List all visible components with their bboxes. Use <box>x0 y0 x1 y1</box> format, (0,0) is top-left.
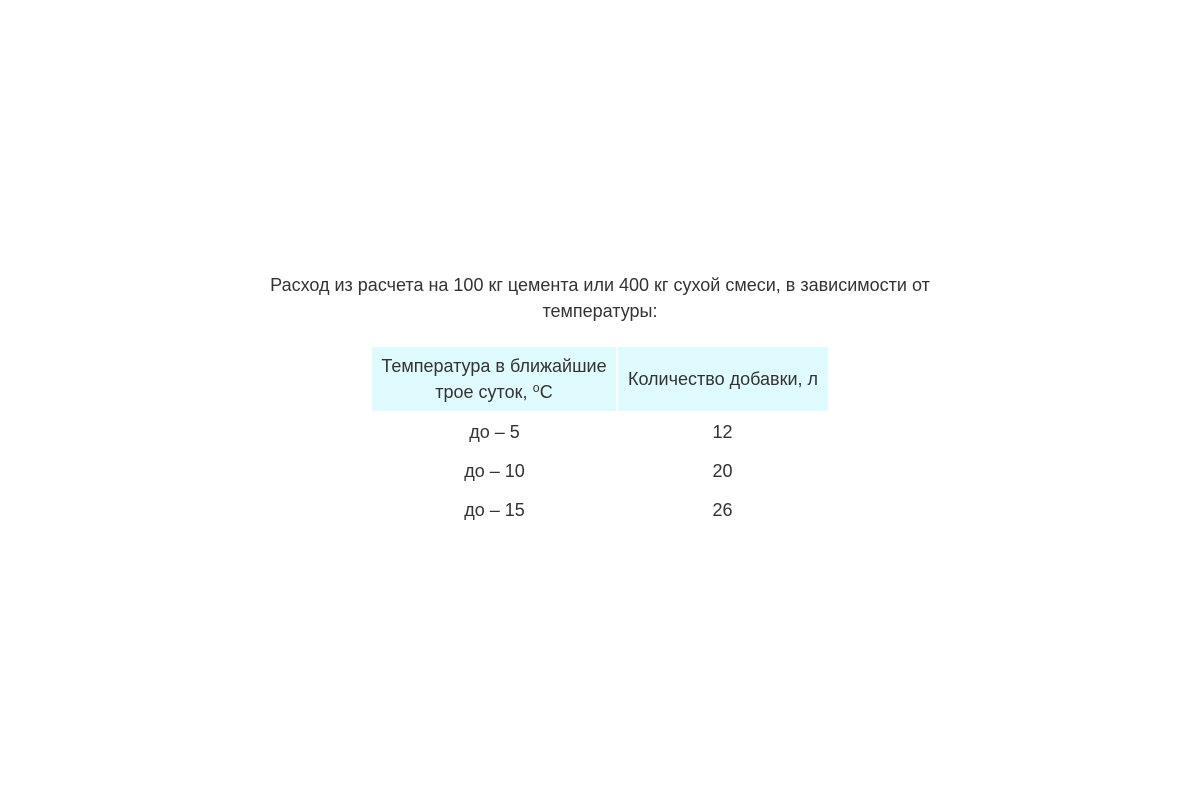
dosage-table <box>372 347 828 530</box>
cell-temperature: до – 10 <box>464 461 525 481</box>
header-temperature: Температура в ближайшие трое суток, ⁰С <box>372 347 617 411</box>
intro-paragraph: Расход из расчета на 100 кг цемента или 400 кг сухой смеси, в зависимости от температуры: <box>270 275 930 321</box>
header-quantity: Количество добавки, л <box>617 347 828 411</box>
table-row <box>372 491 828 530</box>
cell-quantity: 12 <box>712 422 733 442</box>
cell-temperature: до – 5 <box>469 422 520 442</box>
table-row <box>372 411 828 452</box>
cell-quantity: 20 <box>712 461 733 481</box>
table-header-row <box>372 347 828 411</box>
table-row <box>372 452 828 491</box>
cell-temperature: до – 15 <box>464 500 525 520</box>
cell-quantity: 26 <box>712 500 733 520</box>
